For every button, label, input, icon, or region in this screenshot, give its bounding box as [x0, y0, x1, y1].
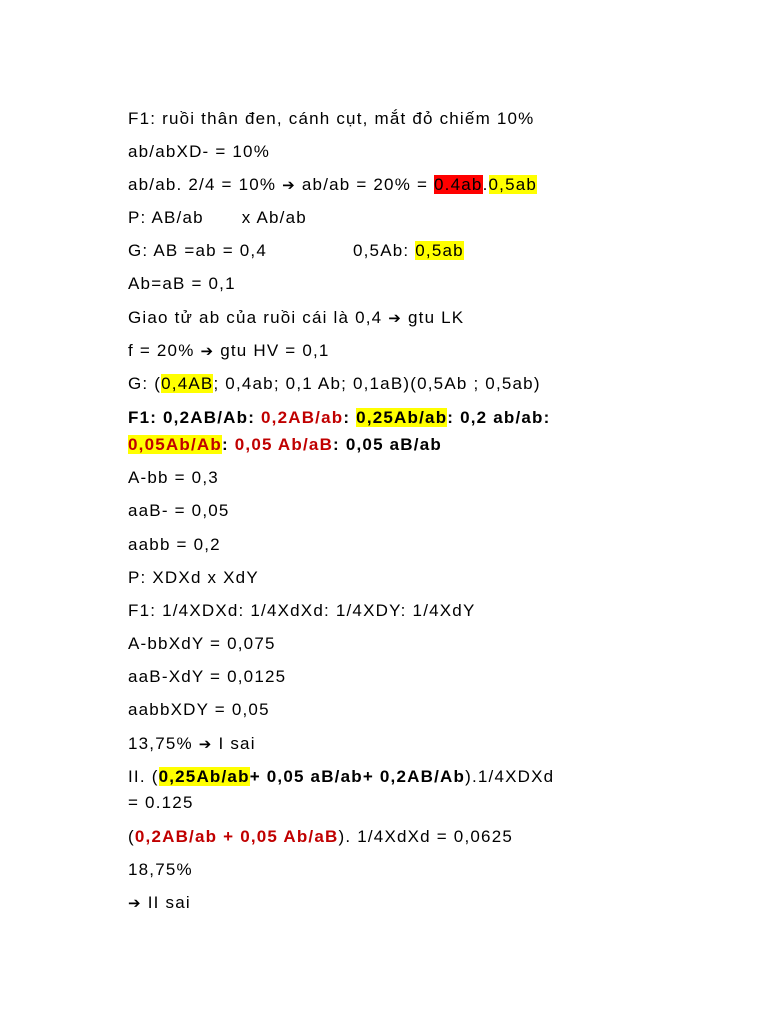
text: ).1/4XDXd [465, 767, 555, 786]
line-13 [128, 500, 230, 522]
line-24 [128, 859, 193, 881]
line-22 [128, 792, 194, 814]
line-15 [128, 567, 259, 589]
text: Ab=aB = 0,1 [128, 274, 236, 293]
text: : 0,2 ab/ab: [447, 408, 551, 427]
text: A-bbXdY = 0,075 [128, 634, 276, 653]
text: P: AB/ab [128, 208, 204, 227]
text: ab/ab = 20% = [301, 175, 429, 194]
arrow-right-icon: ➔ [388, 310, 403, 327]
text: ). 1/4XdXd = 0,0625 [338, 827, 513, 846]
text: G: AB =ab = 0,4 [128, 241, 267, 260]
red-text: 0,2AB/ab + 0,05 Ab/aB [134, 827, 339, 846]
line-4 [128, 207, 307, 229]
text: F1: ruồi thân đen, cánh cụt, mắt đỏ chiếm 10% [128, 109, 535, 128]
text: II sai [147, 893, 191, 912]
text: x Ab/ab [241, 208, 307, 227]
red-text: 0,2AB/ab [261, 408, 344, 427]
line-21 [128, 766, 554, 788]
text: Giao tử ab của ruồi cái là 0,4 [128, 308, 383, 327]
text: P: XDXd x XdY [128, 568, 259, 587]
highlight-yellow: 0,4AB [161, 374, 214, 393]
text: : 0,05 aB/ab [333, 435, 442, 454]
text: 18,75% [128, 860, 193, 879]
text: aaB-XdY = 0,0125 [128, 667, 287, 686]
arrow-right-icon: ➔ [128, 895, 142, 912]
line-25 [128, 892, 191, 915]
highlight-yellow: 0,25Ab/ab [158, 767, 250, 786]
highlight-red: 0.4ab [434, 175, 483, 194]
text: gtu LK [408, 308, 465, 327]
text: I sai [218, 734, 256, 753]
line-8 [128, 340, 330, 363]
text: : [221, 435, 229, 454]
highlight-yellow: 0,25Ab/ab [356, 408, 448, 427]
line-19 [128, 699, 270, 721]
line-16 [128, 600, 476, 622]
arrow-right-icon: ➔ [198, 736, 213, 753]
line-18 [128, 666, 286, 688]
highlight-yellow-red: 0,05Ab/Ab [128, 435, 222, 454]
arrow-right-icon: ➔ [200, 343, 215, 360]
text: ab/abXD- = 10% [128, 142, 271, 161]
line-9 [128, 373, 541, 395]
line-6 [128, 273, 236, 295]
text: aabbXDY = 0,05 [128, 700, 270, 719]
highlight-yellow: 0,5ab [488, 175, 538, 194]
line-12 [128, 467, 219, 489]
text: A-bb = 0,3 [128, 468, 219, 487]
arrow-right-icon: ➔ [282, 177, 296, 194]
line-1 [128, 108, 534, 130]
line-3 [128, 174, 537, 197]
text: 0,5Ab: [352, 241, 410, 260]
text: aaB- = 0,05 [128, 501, 230, 520]
line-17 [128, 633, 276, 655]
line-23 [128, 826, 513, 848]
line-20 [128, 733, 256, 756]
text: . [482, 175, 489, 194]
line-10 [128, 407, 551, 429]
line-7 [128, 307, 464, 330]
text: 13,75% [128, 734, 193, 753]
text: : [343, 408, 351, 427]
text: = 0.125 [128, 793, 194, 812]
line-14 [128, 534, 221, 556]
text: f = 20% [128, 341, 195, 360]
text: ; 0,4ab; 0,1 Ab; 0,1aB)(0,5Ab ; 0,5ab) [213, 374, 541, 393]
text: ( [128, 827, 135, 846]
red-text: 0,05 Ab/aB [234, 435, 334, 454]
text: G: ( [128, 374, 162, 393]
line-11 [128, 434, 442, 456]
text: aabb = 0,2 [128, 535, 221, 554]
line-2 [128, 141, 270, 163]
text: II. ( [128, 767, 159, 786]
text: F1: 0,2AB/Ab: [128, 408, 256, 427]
line-5 [128, 240, 464, 262]
highlight-yellow: 0,5ab [415, 241, 464, 260]
text: gtu HV = 0,1 [220, 341, 330, 360]
bold-text: + 0,05 aB/ab+ 0,2AB/Ab [249, 767, 466, 786]
text: ab/ab. 2/4 = 10% [128, 175, 277, 194]
text: F1: 1/4XDXd: 1/4XdXd: 1/4XDY: 1/4XdY [128, 601, 476, 620]
